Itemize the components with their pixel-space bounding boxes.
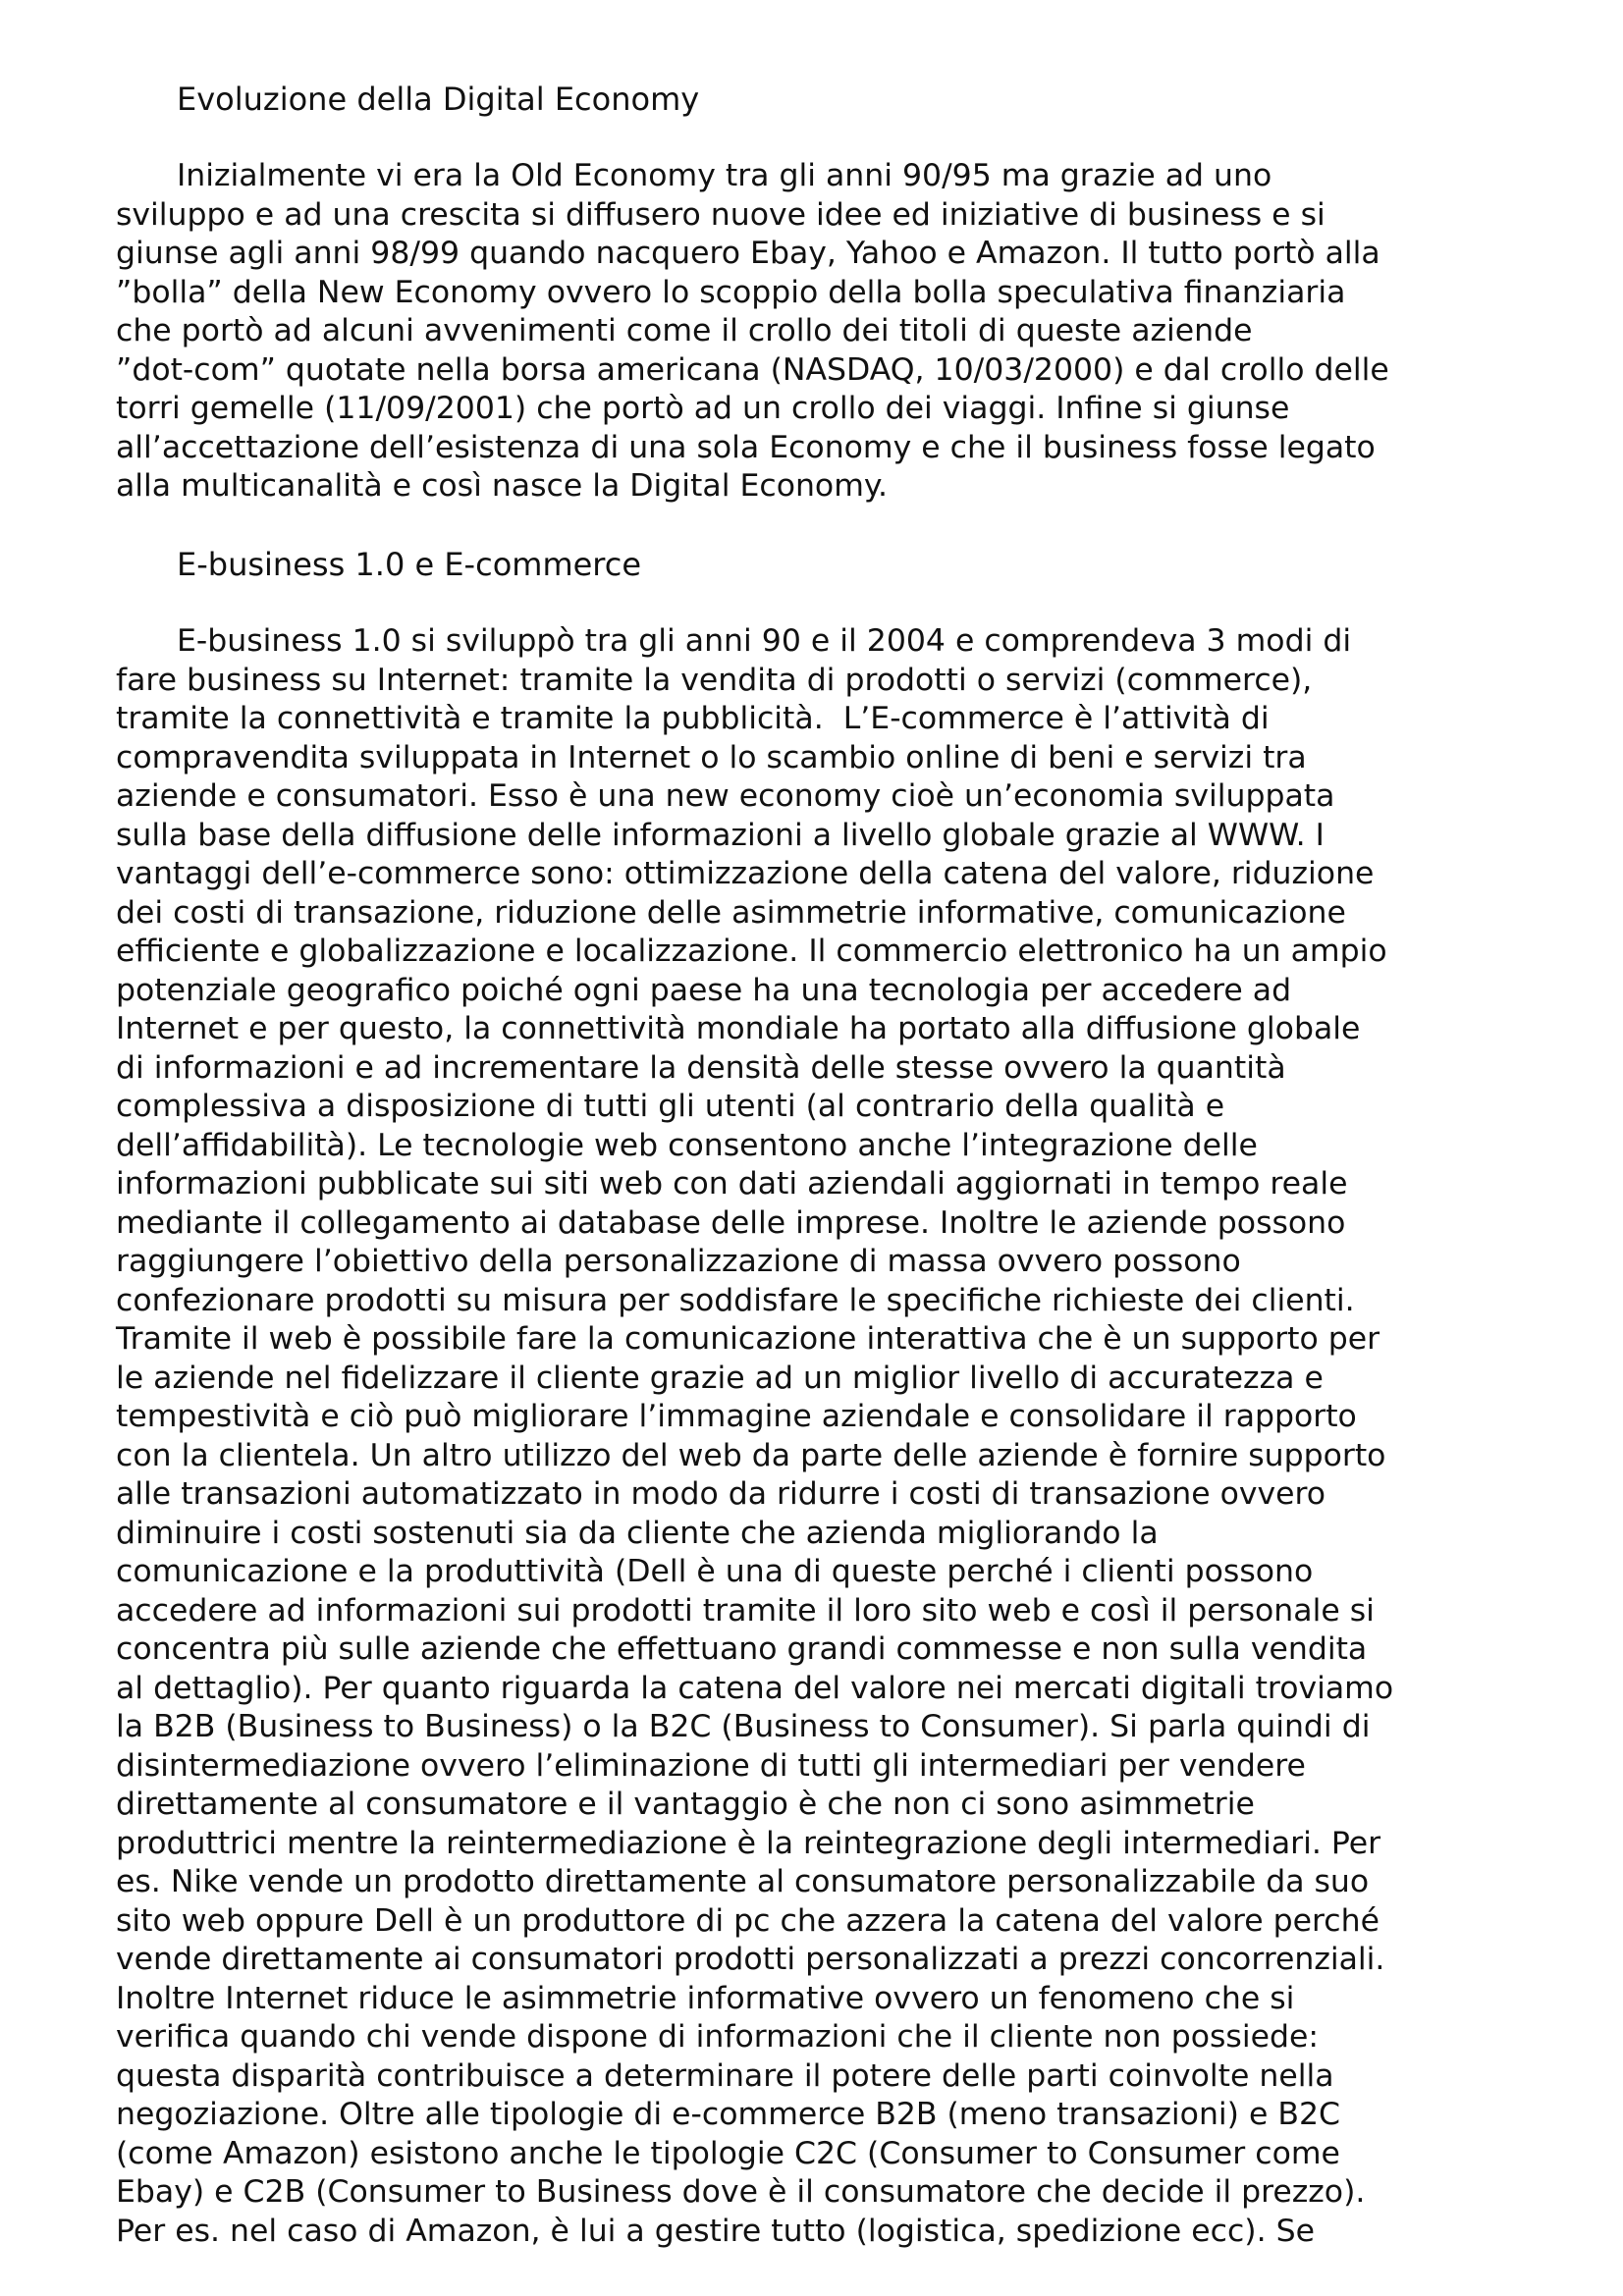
text-line: direttamente al consumatore e il vantaggio è che non ci sono asimmetrie bbox=[116, 1787, 1255, 1822]
text-line: ”dot-com” quotate nella borsa americana (NASDAQ, 10/03/2000) e dal crollo delle bbox=[116, 351, 1389, 388]
text-line: informazioni pubblicate sui siti web con dati aziendali aggiornati in tempo reale bbox=[116, 1166, 1348, 1201]
text-line: Ebay) e C2B (Consumer to Business dove è il consumatore che decide il prezzo). bbox=[116, 2174, 1366, 2210]
text-line: al dettaglio). Per quanto riguarda la catena del valore nei mercati digitali troviamo bbox=[116, 1670, 1394, 1706]
text-line: dei costi di transazione, riduzione delle asimmetrie informative, comunicazione bbox=[116, 894, 1346, 931]
text-line: che portò ad alcuni avvenimenti come il crollo dei titoli di queste aziende bbox=[116, 313, 1253, 348]
text-line: alle transazioni automatizzato in modo da ridurre i costi di transazione ovvero bbox=[116, 1476, 1326, 1512]
text-line: efficiente e globalizzazione e localizzazione. Il commercio elettronico ha un ampio bbox=[116, 934, 1387, 969]
text-line: verifica quando chi vende dispone di informazioni che il cliente non possiede: bbox=[116, 2019, 1319, 2055]
text-line: vende direttamente ai consumatori prodotti personalizzati a prezzi concorrenziali. bbox=[116, 1942, 1385, 1977]
text-line: di informazioni e ad incrementare la densità delle stesse ovvero la quantità bbox=[116, 1049, 1286, 1086]
text-line: le aziende nel fidelizzare il cliente grazie ad un miglior livello di accuratezza e bbox=[116, 1360, 1324, 1396]
text-line: produttrici mentre la reintermediazione è la reintegrazione degli intermediari. Per bbox=[116, 1825, 1381, 1861]
section-heading-ebusiness: E-business 1.0 e E-commerce bbox=[177, 546, 642, 583]
text-line: Inoltre Internet riduce le asimmetrie informative ovvero un fenomeno che si bbox=[116, 1980, 1295, 2016]
text-line: diminuire i costi sostenuti sia da cliente che azienda migliorando la bbox=[116, 1515, 1159, 1551]
text-line: raggiungere l’obiettivo della personalizzazione di massa ovvero possono bbox=[116, 1244, 1241, 1279]
text-line: confezionare prodotti su misura per soddisfare le specifiche richieste dei clienti. bbox=[116, 1282, 1355, 1318]
text-line: Per es. nel caso di Amazon, è lui a gestire tutto (logistica, spedizione ecc). Se bbox=[116, 2213, 1315, 2249]
text-line: questa disparità contribuisce a determinare il potere delle parti coinvolte nella bbox=[116, 2057, 1334, 2094]
text-line: compravendita sviluppata in Internet o lo scambio online di beni e servizi tra bbox=[116, 739, 1307, 775]
text-line: ”bolla” della New Economy ovvero lo scoppio della bolla speculativa finanziaria bbox=[116, 274, 1346, 310]
text-line: tempestività e ciò può migliorare l’immagine aziendale e consolidare il rapporto bbox=[116, 1399, 1357, 1434]
text-line: Tramite il web è possibile fare la comunicazione interattiva che è un supporto per bbox=[116, 1321, 1380, 1357]
text-line: aziende e consumatori. Esso è una new economy cioè un’economia sviluppata bbox=[116, 778, 1335, 814]
text-line: (come Amazon) esistono anche le tipologie C2C (Consumer to Consumer come bbox=[116, 2135, 1340, 2171]
text-line: alla multicanalità e così nasce la Digital Economy. bbox=[116, 468, 889, 504]
text-line: potenziale geografico poiché ogni paese ha una tecnologia per accedere ad bbox=[116, 972, 1292, 1008]
text-line: negoziazione. Oltre alle tipologie di e-commerce B2B (meno transazioni) e B2C bbox=[116, 2097, 1341, 2132]
text-line: dell’affidabilità). Le tecnologie web consentono anche l’integrazione delle bbox=[116, 1127, 1258, 1163]
text-line: E-business 1.0 si sviluppò tra gli anni 90 e il 2004 e comprendeva 3 modi di bbox=[177, 623, 1352, 659]
text-line: mediante il collegamento ai database delle imprese. Inoltre le aziende possono bbox=[116, 1204, 1346, 1241]
text-line: la B2B (Business to Business) o la B2C (Business to Consumer). Si parla quindi di bbox=[116, 1709, 1371, 1744]
text-line: giunse agli anni 98/99 quando nacquero Ebay, Yahoo e Amazon. Il tutto portò alla bbox=[116, 236, 1380, 271]
text-line: es. Nike vende un prodotto direttamente al consumatore personalizzabile da suo bbox=[116, 1864, 1370, 1899]
section-heading-digital-economy: Evoluzione della Digital Economy bbox=[177, 80, 700, 118]
text-line: concentra più sulle aziende che effettuano grandi commesse e non sulla vendita bbox=[116, 1631, 1368, 1667]
text-line: complessiva a disposizione di tutti gli utenti (al contrario della qualità e bbox=[116, 1089, 1225, 1124]
text-line: sulla base della diffusione delle informazioni a livello globale grazie al WWW. I bbox=[116, 817, 1325, 853]
paragraph-digital-economy bbox=[116, 157, 1510, 507]
text-line: comunicazione e la produttività (Dell è una di queste perché i clienti possono bbox=[116, 1554, 1314, 1589]
text-line: tramite la connettività e tramite la pubblicità. L’E-commerce è l’attività di bbox=[116, 701, 1270, 736]
text-line: torri gemelle (11/09/2001) che portò ad un crollo dei viaggi. Infine si giunse bbox=[116, 391, 1290, 426]
paragraph-ebusiness bbox=[116, 622, 1510, 2251]
text-line: fare business su Internet: tramite la vendita di prodotti o servizi (commerce), bbox=[116, 662, 1313, 698]
text-line: con la clientela. Un altro utilizzo del web da parte delle aziende è fornire supporto bbox=[116, 1437, 1386, 1473]
text-line: sviluppo e ad una crescita si diffusero nuove idee ed iniziative di business e si bbox=[116, 196, 1325, 233]
text-line: vantaggi dell’e-commerce sono: ottimizzazione della catena del valore, riduzione bbox=[116, 856, 1375, 891]
text-line: Internet e per questo, la connettività mondiale ha portato alla diffusione globale bbox=[116, 1011, 1361, 1046]
text-line: disintermediazione ovvero l’eliminazione di tutti gli intermediari per vendere bbox=[116, 1747, 1306, 1784]
text-line: sito web oppure Dell è un produttore di pc che azzera la catena del valore perché bbox=[116, 1902, 1380, 1939]
text-line: Inizialmente vi era la Old Economy tra gli anni 90/95 ma grazie ad uno bbox=[177, 158, 1272, 193]
text-line: accedere ad informazioni sui prodotti tramite il loro sito web e così il personale si bbox=[116, 1592, 1375, 1629]
text-line: all’accettazione dell’esistenza di una sola Economy e che il business fosse legato bbox=[116, 429, 1376, 465]
